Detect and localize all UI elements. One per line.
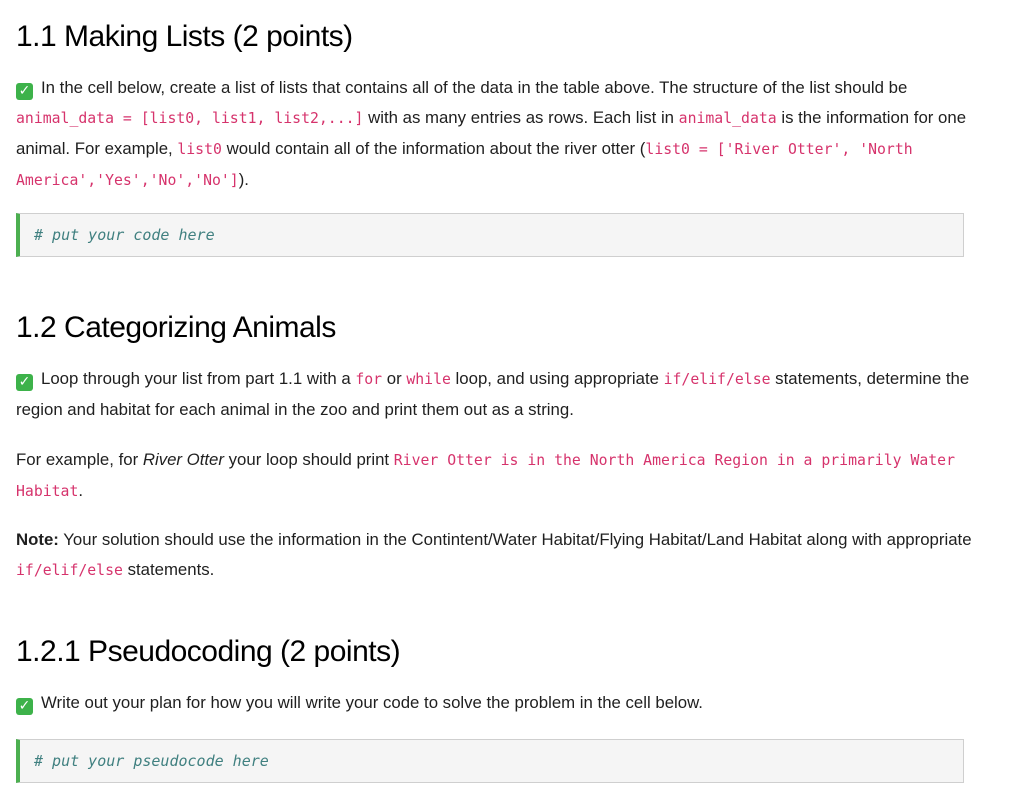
inline-code: if/elif/else [663, 371, 771, 388]
code-comment: # put your pseudocode here [34, 752, 269, 770]
code-cell[interactable] [16, 213, 964, 257]
inline-code: list0 = ['River Otter', 'North America','Yes','No','No'] [16, 141, 913, 189]
inline-code: if/elif/else [16, 562, 123, 579]
inline-code: animal_data = [list0, list1, list2,...] [16, 110, 364, 127]
section-1-2-1-heading: 1.2.1 Pseudocoding (2 points) [16, 635, 401, 668]
text-span: would contain all of the information about the river otter ( [221, 139, 646, 158]
pseudocode-cell[interactable] [16, 739, 964, 783]
inline-code: while [406, 371, 451, 388]
text-span: your loop should print [223, 450, 394, 469]
section-1-2-example [16, 445, 984, 507]
text-span: Loop through your list from part 1.1 with a [41, 369, 356, 388]
check-mark-icon: ✓ [16, 698, 33, 715]
text-span: ). [238, 170, 249, 189]
text-span: For example, for [16, 450, 143, 469]
animal-name: River Otter [142, 450, 224, 469]
text-span: or [382, 369, 407, 388]
text-span: Your solution should use the information in the Contintent/Water Habitat/Flying Habitat/Land Habitat along with appropriate [58, 530, 972, 549]
inline-code: for [355, 371, 383, 388]
code-comment: # put your code here [34, 226, 215, 244]
inline-code: River Otter is in the North America Region in a primarily Water Habitat [16, 452, 955, 500]
section-1-2-heading: 1.2 Categorizing Animals [16, 311, 336, 344]
text-span: In the cell below, create a list of lists that contains all of the data in the table above. The structure of the list should be [41, 78, 908, 97]
text-span: statements, determine the region and habitat for each animal in the zoo and print them out as a string. [16, 369, 970, 419]
text-span: Write out your plan for how you will write your code to solve the problem in the cell below. [41, 693, 703, 712]
text-span: is the information for one animal. For example, [16, 108, 967, 158]
text-span: loop, and using appropriate [450, 369, 664, 388]
section-1-1-heading: 1.1 Making Lists (2 points) [16, 20, 353, 53]
check-mark-icon: ✓ [16, 374, 33, 391]
section-1-2-instructions [16, 364, 984, 425]
inline-code: list0 [177, 141, 222, 158]
section-1-2-1-instructions [16, 688, 984, 718]
check-mark-icon: ✓ [16, 83, 33, 100]
section-1-2-note [16, 525, 984, 586]
inline-code: animal_data [678, 110, 777, 127]
text-span: with as many entries as rows. Each list in [363, 108, 679, 127]
section-1-1-instructions [16, 73, 984, 196]
text-span: statements. [122, 560, 215, 579]
note-label: Note: [16, 530, 59, 549]
text-span: . [78, 481, 84, 500]
